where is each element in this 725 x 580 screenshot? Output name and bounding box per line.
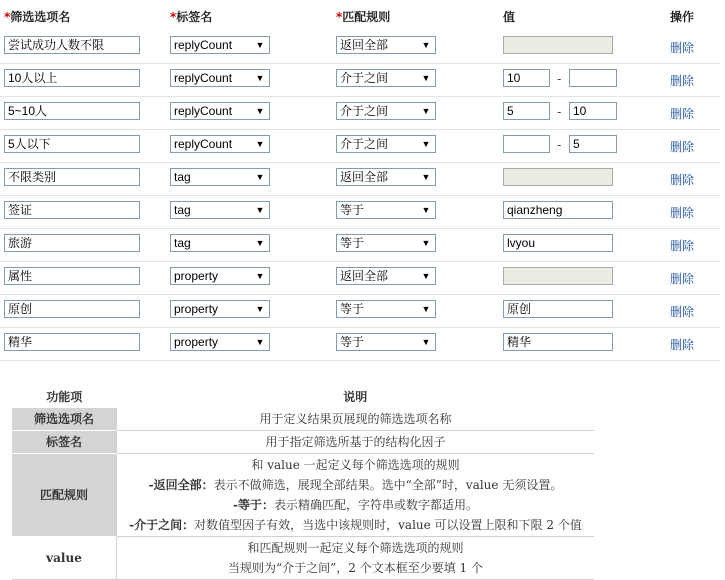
dropdown-arrow-icon: ▼ [255,238,265,248]
filter-row [0,129,720,163]
tag-select[interactable] [170,234,270,252]
rule-select[interactable] [336,102,436,120]
rule-select[interactable] [336,69,436,87]
value-min-input[interactable]: 5 [503,102,550,120]
tag-select-value: replyCount [174,71,233,85]
value-min-input[interactable]: 10 [503,69,550,87]
tag-select-value: tag [174,170,191,184]
value-input-disabled [503,36,613,54]
dropdown-arrow-icon: ▼ [421,172,431,182]
tag-select-value: replyCount [174,104,233,118]
dropdown-arrow-icon: ▼ [421,40,431,50]
filter-row [0,162,720,196]
delete-link[interactable]: 删除 [670,74,695,88]
help-rule-text: 表示精确匹配，字符串或数字都适用。 [273,498,478,512]
tag-select-value: property [174,335,219,349]
tag-select[interactable] [170,300,270,318]
rule-select-value: 等于 [340,335,365,349]
tag-select-value: tag [174,203,191,217]
help-label-value: value [12,537,117,580]
delete-link[interactable]: 删除 [670,305,695,319]
value-input-disabled [503,267,613,285]
help-value-line: 当规则为“介于之间”，2 个文本框至少要填 1 个 [228,561,483,575]
option-name-input[interactable]: 5人以下 [4,135,140,153]
delete-link[interactable]: 删除 [670,338,695,352]
tag-select[interactable] [170,102,270,120]
rule-select[interactable] [336,135,436,153]
delete-link[interactable]: 删除 [670,107,695,121]
tag-select-value: property [174,302,219,316]
rule-select-value: 介于之间 [340,104,389,118]
rule-select-value: 等于 [340,302,365,316]
value-input[interactable]: 原创 [503,300,613,318]
dropdown-arrow-icon: ▼ [421,106,431,116]
help-rule-text: 对数值型因子有效，当选中该规则时，value 可以设置上限和下限 2 个值 [194,518,582,532]
filter-row [0,96,720,130]
dropdown-arrow-icon: ▼ [421,139,431,149]
help-label-tag: 标签名 [12,431,117,454]
rule-select[interactable] [336,168,436,186]
dropdown-arrow-icon: ▼ [421,205,431,215]
rule-select[interactable] [336,333,436,351]
filter-row [0,63,720,97]
value-max-input[interactable] [569,69,617,87]
dropdown-arrow-icon: ▼ [421,304,431,314]
value-min-input[interactable] [503,135,550,153]
range-separator: - [557,105,562,119]
filter-row [0,30,720,64]
filter-row [0,294,720,328]
col-tag-header [170,8,212,25]
col-name-header [4,8,70,25]
range-separator: - [557,138,562,152]
help-rule-line [119,515,592,535]
value-max-input[interactable]: 10 [569,102,617,120]
help-desc-name: 用于定义结果页展现的筛选选项名称 [117,408,595,431]
value-input[interactable]: 精华 [503,333,613,351]
dropdown-arrow-icon: ▼ [421,337,431,347]
option-name-input[interactable]: 属性 [4,267,140,285]
dropdown-arrow-icon: ▼ [255,205,265,215]
help-rule-line [119,475,592,495]
tag-select-value: property [174,269,219,283]
help-desc-rule [117,454,595,537]
filter-row [0,228,720,262]
col-rule-label: 匹配规则 [342,10,391,24]
option-name-input[interactable]: 尝试成功人数不限 [4,36,140,54]
tag-select[interactable] [170,135,270,153]
rule-select-value: 返回全部 [340,38,389,52]
rule-select-value: 介于之间 [340,71,389,85]
dropdown-arrow-icon: ▼ [255,337,265,347]
help-rule-line: 和 value 一起定义每个筛选选项的规则 [251,458,460,472]
value-input[interactable]: lvyou [503,234,613,252]
help-desc-value [117,537,595,580]
value-input[interactable]: qianzheng [503,201,613,219]
help-rule-line [119,495,592,515]
delete-link[interactable]: 删除 [670,41,695,55]
col-rule-header [336,8,390,25]
filter-row [0,195,720,229]
help-rule-text: 表示不做筛选，展现全部结果。选中“全部”时，value 无须设置。 [213,478,563,492]
dropdown-arrow-icon: ▼ [255,139,265,149]
tag-select[interactable] [170,267,270,285]
help-value-line: 和匹配规则一起定义每个筛选选项的规则 [247,541,464,555]
tag-select[interactable] [170,69,270,87]
option-name-input[interactable]: 不限类别 [4,168,140,186]
help-rule-key: -返回全部： [148,478,214,492]
col-tag-label: 标签名 [176,10,213,24]
col-name-label: 筛选选项名 [10,10,71,24]
option-name-input[interactable]: 5~10人 [4,102,140,120]
dropdown-arrow-icon: ▼ [255,73,265,83]
range-separator: - [557,72,562,86]
tag-select[interactable] [170,36,270,54]
rule-select[interactable] [336,201,436,219]
option-name-input[interactable]: 精华 [4,333,140,351]
dropdown-arrow-icon: ▼ [255,271,265,281]
required-mark: * [170,10,177,24]
rule-select[interactable] [336,234,436,252]
rule-select-value: 返回全部 [340,269,389,283]
help-rule-key: -等于： [233,498,274,512]
delete-link[interactable]: 删除 [670,140,695,154]
option-name-input[interactable]: 旅游 [4,234,140,252]
delete-link[interactable]: 删除 [670,173,695,187]
option-name-input[interactable]: 10人以上 [4,69,140,87]
rule-select[interactable] [336,267,436,285]
value-input-disabled [503,168,613,186]
tag-select-value: replyCount [174,137,233,151]
help-table [12,384,594,580]
tag-select[interactable] [170,168,270,186]
col-action-header: 操作 [670,10,695,24]
rule-select-value: 等于 [340,203,365,217]
tag-select[interactable] [170,333,270,351]
table-header [0,0,725,30]
rule-select-value: 返回全部 [340,170,389,184]
help-desc-tag: 用于指定筛选所基于的结构化因子 [117,431,595,454]
tag-select-value: replyCount [174,38,233,52]
help-head-item: 功能项 [46,389,83,404]
filter-row [0,327,720,361]
delete-link[interactable]: 删除 [670,206,695,220]
value-max-input[interactable]: 5 [569,135,617,153]
dropdown-arrow-icon: ▼ [421,73,431,83]
tag-select-value: tag [174,236,191,250]
help-head-desc: 说明 [343,389,368,404]
dropdown-arrow-icon: ▼ [421,271,431,281]
option-name-input[interactable]: 原创 [4,300,140,318]
delete-link[interactable]: 删除 [670,272,695,286]
option-name-input[interactable]: 签证 [4,201,140,219]
rule-select-value: 介于之间 [340,137,389,151]
required-mark: * [336,10,343,24]
required-mark: * [4,10,11,24]
filter-row [0,261,720,295]
dropdown-arrow-icon: ▼ [421,238,431,248]
dropdown-arrow-icon: ▼ [255,106,265,116]
rule-select-value: 等于 [340,236,365,250]
col-value-header: 值 [503,10,516,24]
dropdown-arrow-icon: ▼ [255,172,265,182]
rule-select[interactable] [336,300,436,318]
help-rule-key: -介于之间： [129,518,195,532]
dropdown-arrow-icon: ▼ [255,304,265,314]
delete-link[interactable]: 删除 [670,239,695,253]
help-label-name: 筛选选项名 [12,408,117,431]
dropdown-arrow-icon: ▼ [255,40,265,50]
tag-select[interactable] [170,201,270,219]
help-label-rule: 匹配规则 [12,454,117,537]
rule-select[interactable] [336,36,436,54]
